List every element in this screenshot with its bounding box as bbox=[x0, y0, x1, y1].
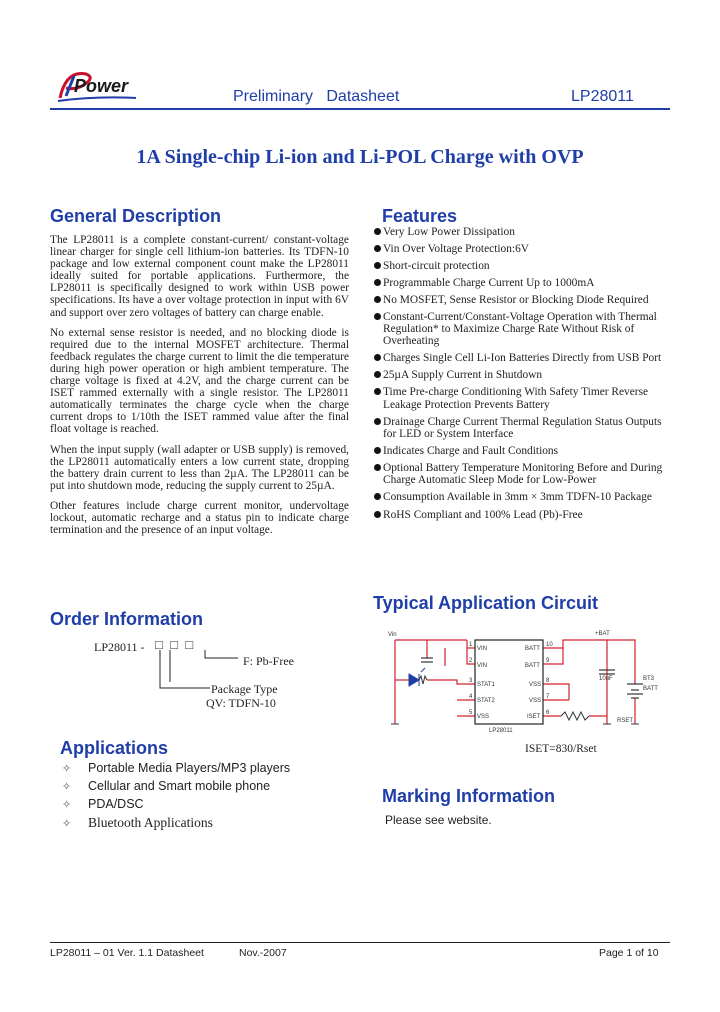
marking-information-text: Please see website. bbox=[385, 813, 492, 827]
doc-type: Preliminary Datasheet bbox=[233, 88, 400, 105]
footer-rule bbox=[50, 942, 670, 943]
order-information-heading: Order Information bbox=[50, 609, 204, 629]
pin-number: 7 bbox=[546, 694, 550, 700]
pin-number: 1 bbox=[469, 642, 473, 648]
pin-number: 9 bbox=[546, 658, 550, 664]
cap-label: 10uF bbox=[599, 676, 613, 682]
pin-number: 10 bbox=[546, 642, 553, 648]
application-circuit bbox=[385, 628, 675, 738]
applications-list bbox=[62, 761, 290, 833]
vbat-label: +BAT bbox=[595, 631, 610, 637]
chip-name: LP28011 bbox=[489, 728, 513, 734]
features-list bbox=[374, 226, 668, 526]
chip-pin-left-4: STAT2 bbox=[477, 698, 495, 704]
feature-item: RoHS Compliant and 100% Lead (Pb)-Free bbox=[374, 509, 668, 521]
order-package-code: QV: TDFN-10 bbox=[206, 696, 276, 710]
marking-information-heading: Marking Information bbox=[382, 786, 556, 806]
vin-label: Vin bbox=[388, 632, 397, 638]
pin-number: 4 bbox=[469, 694, 473, 700]
chip-pin-left-3: STAT1 bbox=[477, 682, 495, 688]
chip-pin-left-1: VIN bbox=[477, 646, 488, 652]
order-pb-free: F: Pb-Free bbox=[243, 654, 294, 668]
application-item: ✧ Cellular and Smart mobile phone bbox=[62, 779, 271, 793]
bullet-icon bbox=[374, 493, 381, 500]
rset-resistor bbox=[561, 712, 589, 720]
bullet-icon bbox=[374, 228, 381, 235]
description-paragraph: Other features include charge current monitor, undervoltage lockout, automatic recharge and a status pin to indicate charge termination and the presence of an input voltage. bbox=[50, 499, 349, 537]
bullet-icon bbox=[374, 371, 381, 378]
feature-item: 25µA Supply Current in Shutdown bbox=[374, 369, 668, 381]
bullet-icon bbox=[374, 388, 381, 395]
feature-item: No MOSFET, Sense Resistor or Blocking Diode Required bbox=[374, 294, 668, 306]
diamond-bullet-icon: ✧ bbox=[62, 818, 72, 830]
order-boxes: □ □ □ bbox=[155, 637, 196, 652]
pin-number: 6 bbox=[546, 710, 550, 716]
application-item: ✧ Portable Media Players/MP3 players bbox=[62, 761, 291, 775]
led-resistor bbox=[419, 676, 427, 684]
input-capacitor bbox=[421, 658, 433, 662]
bracket-line-3 bbox=[205, 650, 238, 658]
bullet-icon bbox=[374, 354, 381, 361]
logo bbox=[56, 66, 156, 106]
chip-pin-right-10: BATT bbox=[525, 646, 540, 652]
footer-page: Page 1 of 10 bbox=[599, 947, 659, 959]
chip-pin-right-7: VSS bbox=[529, 698, 542, 704]
description-paragraph: When the input supply (wall adapter or USB supply) is removed, the LP28011 automatically enters a low current state, dropping the battery drain current to less than 2µA. The LP28011 can be put into shutdown mode, reducing the supply current to 25µA. bbox=[50, 443, 349, 492]
application-item: ✧ PDA/DSC bbox=[62, 797, 144, 811]
page-title: 1A Single-chip Li-ion and Li-POL Charge with OVP bbox=[136, 146, 584, 168]
chip-pin-left-5: VSS bbox=[477, 714, 490, 720]
chip-pin-left-2: VIN bbox=[477, 663, 488, 669]
diamond-bullet-icon: ✧ bbox=[62, 781, 72, 793]
bullet-icon bbox=[374, 296, 381, 303]
header-rule bbox=[50, 108, 670, 110]
feature-item: Drainage Charge Current Thermal Regulation Status Outputs for LED or System Interface bbox=[374, 416, 668, 440]
battery-icon bbox=[627, 684, 643, 698]
chip-pin-right-8: VSS bbox=[529, 682, 542, 688]
footer-date: Nov.-2007 bbox=[239, 947, 287, 959]
bullet-icon bbox=[374, 447, 381, 454]
pin-number: 5 bbox=[469, 710, 473, 716]
features-heading: Features bbox=[382, 206, 458, 226]
wire bbox=[543, 640, 607, 724]
bullet-icon bbox=[374, 279, 381, 286]
rset-label: RSET bbox=[617, 718, 634, 724]
chip-pin-right-9: BATT bbox=[525, 663, 540, 669]
description-paragraph: The LP28011 is a complete constant-current/ constant-voltage linear charger for single cell lithium-ion batteries. Its TDFN-10 package and low external component count make the LP28011 ideally suited for portable applications. Furthermore, the LP28011 is specifically designed to work within USB power specifications. Its have a over voltage protection in input with 6V and support over zero voltages of battery can charge enable. bbox=[50, 234, 349, 319]
logo-text: Power bbox=[74, 76, 129, 96]
bullet-icon bbox=[374, 418, 381, 425]
pin-number: 2 bbox=[469, 658, 473, 664]
order-package-type: Package Type bbox=[211, 682, 278, 696]
battery-label: BT3 bbox=[643, 676, 655, 682]
chip-pin-right-6: ISET bbox=[527, 714, 541, 720]
description-paragraph: No external sense resistor is needed, and no blocking diode is required due to the internal MOSFET architecture. Thermal feedback regulates the charge current to limit the die temperature during high power operation or high ambient temperature. The charge voltage is fixed at 4.2V, and the charge current can be ISET rammed externally with a single resistor. The LP28011 automatically terminates the charge cycle when the charge current drops to 1/10th the ISET rammed value after the final float voltage is reached. bbox=[50, 326, 349, 436]
feature-item: Short-circuit protection bbox=[374, 260, 668, 272]
bullet-icon bbox=[374, 511, 381, 518]
order-part-prefix: LP28011 - bbox=[94, 640, 145, 654]
typical-application-heading: Typical Application Circuit bbox=[373, 593, 599, 613]
bullet-icon bbox=[374, 313, 381, 320]
feature-item: Consumption Available in 3mm × 3mm TDFN-10 Package bbox=[374, 491, 668, 503]
feature-item: Charges Single Cell Li-Ion Batteries Directly from USB Port bbox=[374, 352, 668, 364]
pin-number: 8 bbox=[546, 678, 550, 684]
feature-item: Very Low Power Dissipation bbox=[374, 226, 668, 238]
header-part-number: LP28011 bbox=[571, 88, 634, 105]
iset-formula: ISET=830/Rset bbox=[525, 743, 597, 755]
bullet-icon bbox=[374, 245, 381, 252]
feature-item: Optional Battery Temperature Monitoring Before and During Charge Automatic Sleep Mode for Low-Power bbox=[374, 462, 668, 486]
diamond-bullet-icon: ✧ bbox=[62, 799, 72, 811]
application-item: ✧ Bluetooth Applications bbox=[62, 815, 213, 830]
feature-item: Time Pre-charge Conditioning With Safety Timer Reverse Leakage Protection Prevents Battery bbox=[374, 386, 668, 410]
pin-number: 3 bbox=[469, 678, 473, 684]
battery-sub-label: BATT bbox=[643, 686, 658, 692]
applications-heading: Applications bbox=[60, 738, 169, 758]
wire bbox=[427, 680, 475, 684]
bullet-icon bbox=[374, 464, 381, 471]
footer-doc-id: LP28011 – 01 Ver. 1.1 Datasheet bbox=[50, 947, 204, 959]
feature-item: Indicates Charge and Fault Conditions bbox=[374, 445, 668, 457]
feature-item: Constant-Current/Constant-Voltage Operation with Thermal Regulation* to Maximize Charge Rate Without Risk of Overheating bbox=[374, 311, 668, 348]
general-description-heading: General Description bbox=[50, 206, 222, 226]
feature-item: Programmable Charge Current Up to 1000mA bbox=[374, 277, 668, 289]
diamond-bullet-icon: ✧ bbox=[62, 763, 72, 775]
bullet-icon bbox=[374, 262, 381, 269]
general-description bbox=[50, 234, 349, 544]
bracket-line-1 bbox=[160, 650, 210, 688]
feature-item: Vin Over Voltage Protection:6V bbox=[374, 243, 668, 255]
